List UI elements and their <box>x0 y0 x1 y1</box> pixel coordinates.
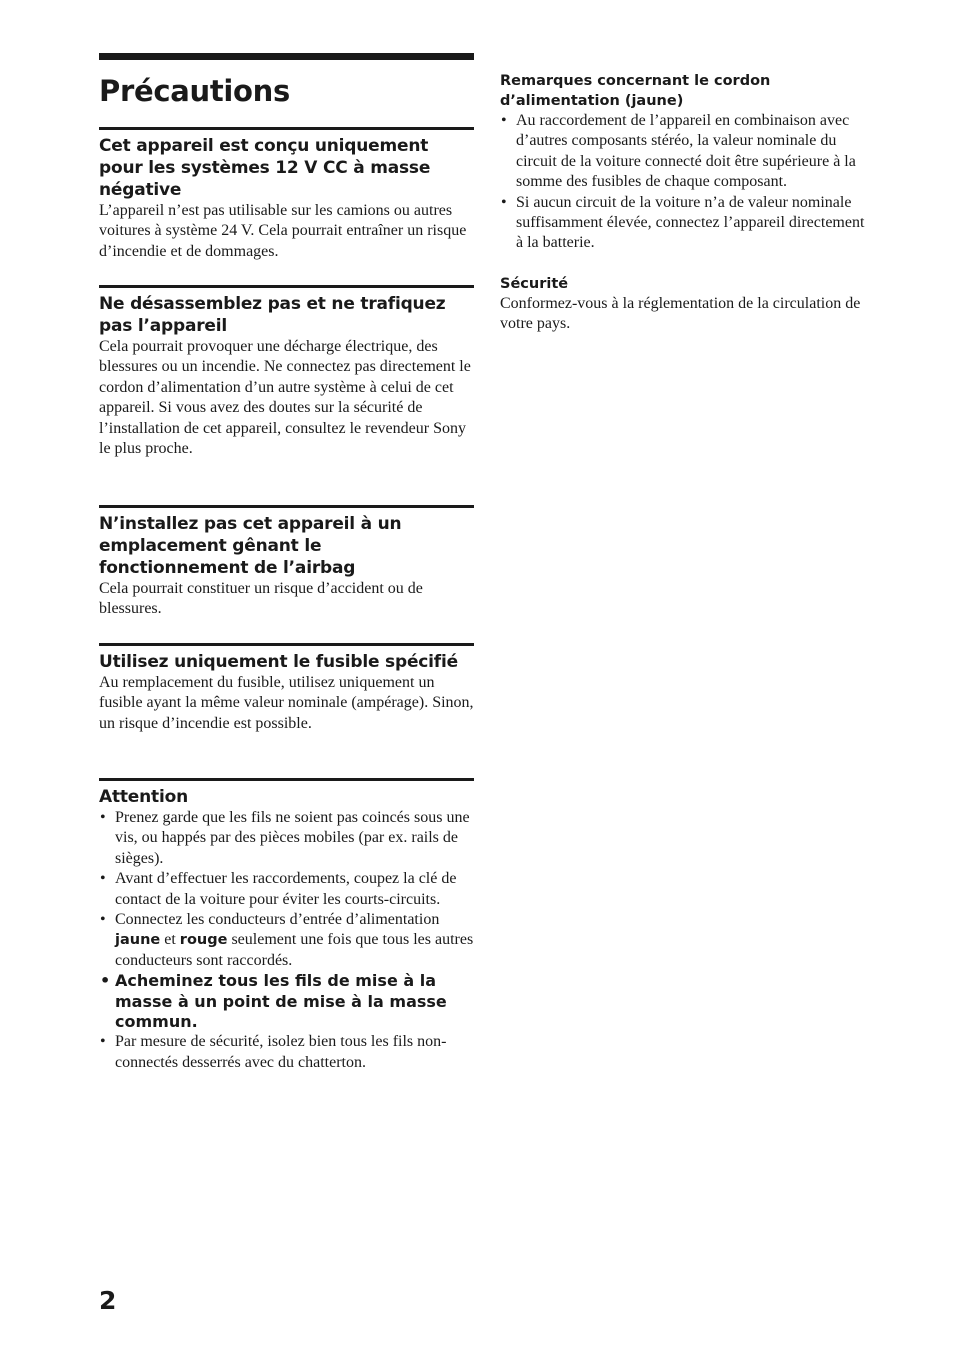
section-text: L’appareil n’est pas utilisable sur les camions ou autres voitures à système 24 V. Cela pourrait entraîner un risque d’incendie et de dommages. <box>99 202 467 260</box>
list-item: • Avant d’effectuer les raccordements, coupez la clé de contact de la voiture pour éviter les courts-circuits. <box>99 869 474 910</box>
list-item: • Prenez garde que les fils ne soient pas coincés sous une vis, ou happés par des pièces mobiles (par ex. rails de sièges). <box>99 808 474 869</box>
title-rule <box>99 53 474 60</box>
section-airbag <box>99 505 474 620</box>
power-cord-notes-heading: Remarques concernant le cordon d’alimentation (jaune) <box>500 73 771 109</box>
section-fuse <box>99 643 474 734</box>
section-text: Au remplacement du fusible, utilisez uniquement un fusible ayant la même valeur nominale (ampérage). Sinon, un risque d’incendie est possible. <box>99 674 474 732</box>
section-power-system <box>99 127 474 262</box>
item-text: seulement une fois que tous les autres conducteurs sont raccordés. <box>115 931 474 969</box>
section-heading: N’installez pas cet appareil à un emplacement gênant le fonctionnement de l’airbag <box>99 514 402 578</box>
section-heading: Utilisez uniquement le fusible spécifié <box>99 652 458 672</box>
item-text: Connectez les conducteurs d’entrée d’alimentation <box>115 911 440 929</box>
list-item: • Par mesure de sécurité, isolez bien tous les fils non-connectés desserrés avec du chatterton. <box>99 1032 474 1073</box>
yellow-wire-label: jaune <box>115 932 161 949</box>
attention-list <box>99 808 474 1073</box>
securite-text: Conformez-vous à la réglementation de la circulation de votre pays. <box>500 294 861 333</box>
section-disassemble <box>99 285 474 459</box>
item-text: et <box>160 931 180 949</box>
section-attention <box>99 778 474 1073</box>
section-text: Cela pourrait constituer un risque d’accident ou de blessures. <box>99 580 423 618</box>
section-heading: Ne désassemblez pas et ne trafiquez pas l’appareil <box>99 294 446 336</box>
red-wire-label: rouge <box>179 932 228 949</box>
page-title: Précautions <box>99 74 290 108</box>
list-item: • Acheminez tous les fils de mise à la masse à un point de mise à la masse commun. <box>99 971 474 1032</box>
left-column <box>99 53 474 1071</box>
securite-heading: Sécurité <box>500 275 569 292</box>
list-item: • Au raccordement de l’appareil en combinaison avec d’autres composants stéréo, la valeur nominale du circuit de la voiture connecté doit être supérieure à la somme des fusibles de chaque composant. <box>500 111 872 193</box>
list-item <box>99 910 474 971</box>
list-item: • Si aucun circuit de la voiture n’a de valeur nominale suffisamment élevée, connectez l’appareil directement à la batterie. <box>500 193 872 254</box>
page-number: 2 <box>99 1286 117 1315</box>
section-heading: Cet appareil est conçu uniquement pour les systèmes 12 V CC à masse négative <box>99 136 431 200</box>
section-text: Cela pourrait provoquer une décharge électrique, des blessures ou un incendie. Ne connectez pas directement le cordon d’alimentation d’un autre système à celui de cet appareil. Si vous avez des doutes sur la sécurité de l’installation de cet appareil, consultez le revendeur Sony le plus proche. <box>99 338 471 458</box>
right-column <box>500 71 872 335</box>
attention-heading: Attention <box>99 787 188 807</box>
power-cord-notes-list <box>500 111 872 254</box>
